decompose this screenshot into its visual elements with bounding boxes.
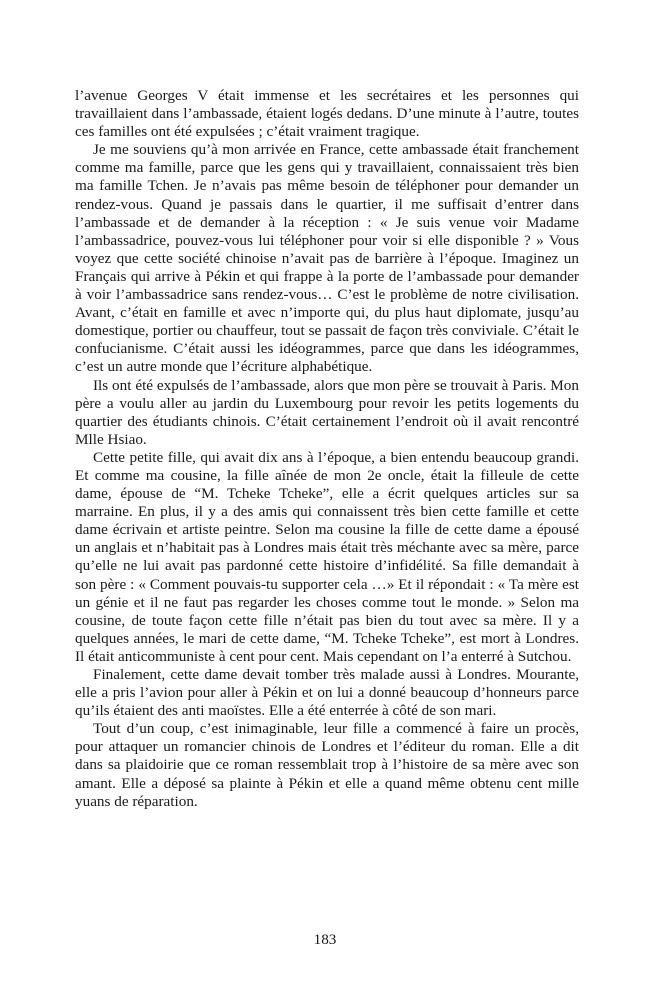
- paragraph: Je me souviens qu’à mon arrivée en France, cette ambassade était franchement comme ma famille, parce que les gens qui y travaillaient, connaissaient très bien ma famille Tchen. Je n’avais pas même besoin de téléphoner pour demander un rendez-vous. Quand je passais dans le quartier, il me suffisait d’entrer dans l’ambassade et de demander à la réception : « Je suis venue voir Madame l’ambassadrice, pouvez-vous lui téléphoner pour voir si elle disponible ? » Vous voyez que cette société chinoise n’avait pas de barrière à l’époque. Imaginez un Français qui arrive à Pékin et qui frappe à la porte de l’ambassade pour demander à voir l’ambassadrice sans rendez-vous… C’est le problème de notre civilisation. Avant, c’était en famille et avec n’importe qui, du plus haut diplomate, jusqu’au domestique, portier ou chauffeur, tout se passait de façon très conviviale. C’était le confucianisme. C’était aussi les idéogrammes, parce que dans les idéogrammes, c’est un autre monde que l’écriture alphabétique.: [75, 141, 579, 376]
- paragraph: l’avenue Georges V était immense et les secrétaires et les personnes qui travaillaient dans l’ambassade, étaient logés dedans. D’une minute à l’autre, toutes ces familles ont été expulsées ; c’était vraiment tragique.: [75, 87, 579, 141]
- paragraph: Cette petite fille, qui avait dix ans à l’époque, a bien entendu beaucoup grandi. Et comme ma cousine, la fille aînée de mon 2e oncle, était la filleule de cette dame, épouse de “M. Tcheke Tcheke”, elle a écrit quelques articles sur sa marraine. En plus, il y a des amis qui connaissent très bien cette famille et cette dame écrivain et artiste peintre. Selon ma cousine la fille de cette dame a épousé un anglais et n’habitait pas à Londres mais était très méchante avec sa mère, parce qu’elle ne lui avait pas pardonné cette histoire d’infidélité. Sa fille demandait à son père : « Comment pouvais-tu supporter cela …» Et il répondait : « Ta mère est un génie et il ne faut pas regarder les choses comme tout le monde. » Selon ma cousine, de toute façon cette fille n’était pas bien du tout avec sa mère. Il y a quelques années, le mari de cette dame, “M. Tcheke Tcheke”, est mort à Londres. Il était anticommuniste à cent pour cent. Mais cependant on l’a enterré à Sutchou.: [75, 448, 579, 665]
- page-number: 183: [313, 931, 337, 948]
- paragraph: Tout d’un coup, c’est inimaginable, leur fille a commencé à faire un procès, pour attaquer un romancier chinois de Londres et l’éditeur du roman. Elle a dit dans sa plaidoirie que ce roman ressemblait trop à l’histoire de sa mère avec son amant. Elle a déposé sa plainte à Pékin et elle a quand même obtenu cent mille yuans de réparation.: [75, 720, 579, 810]
- body-text: [75, 87, 579, 811]
- paragraph: Ils ont été expulsés de l’ambassade, alors que mon père se trouvait à Paris. Mon père a voulu aller au jardin du Luxembourg pour revoir les petits logements du quartier des étudiants chinois. C’était certainement l’endroit où il avait rencontré Mlle Hsiao.: [75, 376, 579, 448]
- paragraph: Finalement, cette dame devait tomber très malade aussi à Londres. Mourante, elle a pris l’avion pour aller à Pékin et on lui a donné beaucoup d’honneurs parce qu’ils étaient des anti maoïstes. Elle a été enterrée à côté de son mari.: [75, 666, 579, 720]
